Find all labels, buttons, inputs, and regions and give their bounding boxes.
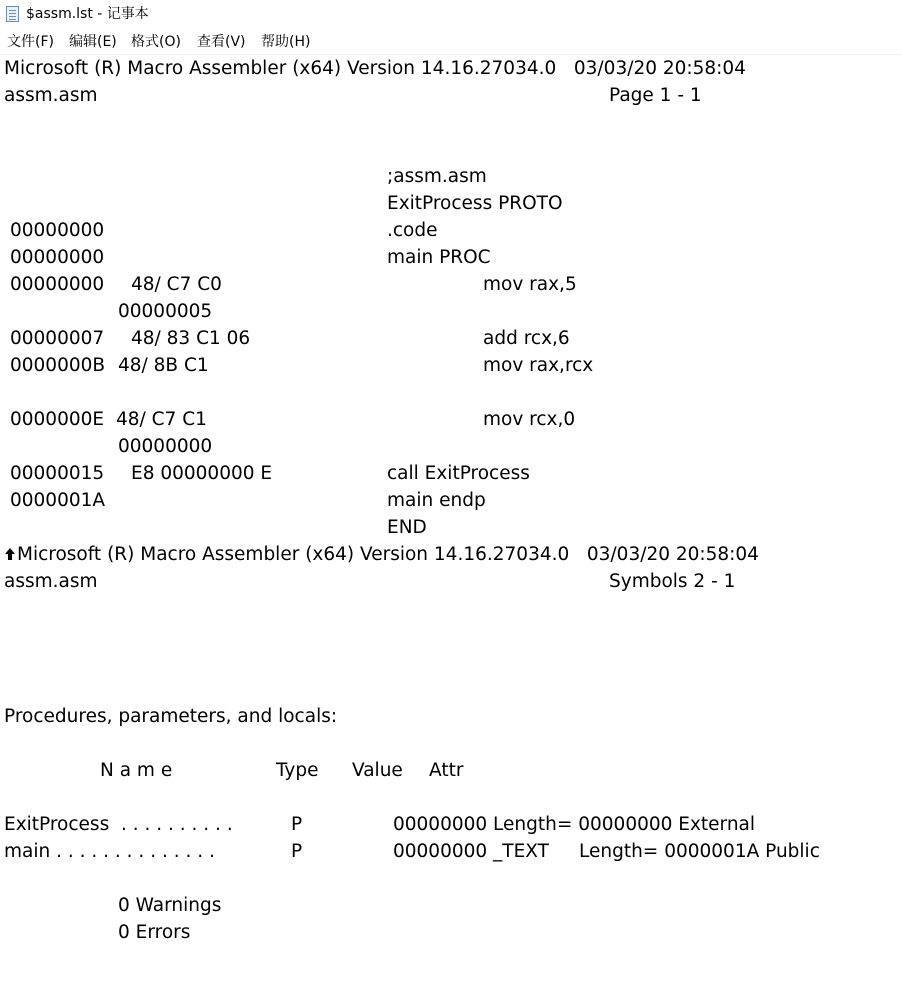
form-feed-icon <box>4 547 16 561</box>
address: 0000000B <box>10 355 106 376</box>
address: 00000000 <box>10 220 105 241</box>
symbol-value: 00000000 Length= 00000000 External <box>393 814 756 835</box>
symbol-attr: Length= 0000001A Public <box>579 841 820 862</box>
text-line <box>0 244 902 271</box>
text-line <box>0 838 902 865</box>
machine-code: 00000005 <box>118 301 213 322</box>
machine-code: 00000000 <box>118 436 213 457</box>
instruction: mov rcx,0 <box>483 409 576 430</box>
text-line <box>0 703 902 730</box>
column-header-value: Value <box>352 760 403 781</box>
notepad-icon <box>6 6 19 22</box>
title-bar <box>0 0 902 30</box>
source-line: main PROC <box>387 247 491 268</box>
address: 0000000E <box>10 409 105 430</box>
machine-code: E8 00000000 E <box>131 463 273 484</box>
source-file-name: assm.asm <box>4 571 98 592</box>
text-line <box>0 892 902 919</box>
page-number: Page 1 - 1 <box>609 85 702 106</box>
symbol-value: 00000000 _TEXT <box>393 841 549 862</box>
source-file-name: assm.asm <box>4 85 98 106</box>
text-line <box>0 298 902 325</box>
symbol-type: P <box>291 814 303 835</box>
text-line <box>0 55 902 82</box>
text-line <box>0 190 902 217</box>
machine-code: 48/ C7 C1 <box>116 409 207 430</box>
text-line <box>0 919 902 946</box>
source-line: ;assm.asm <box>387 166 487 187</box>
text-line <box>0 352 902 379</box>
menu-help[interactable]: 帮助(H) <box>261 34 311 50</box>
address: 00000000 <box>10 247 105 268</box>
text-line <box>0 82 902 109</box>
source-line: END <box>387 517 427 538</box>
instruction: mov rax,5 <box>483 274 577 295</box>
column-header-attr: Attr <box>429 760 464 781</box>
column-header-name: N a m e <box>100 760 173 781</box>
symbol-type: P <box>291 841 303 862</box>
warnings-count: 0 Warnings <box>118 895 222 916</box>
machine-code: 48/ 8B C1 <box>118 355 209 376</box>
menu-edit[interactable]: 编辑(E) <box>69 34 117 50</box>
listing-header: Microsoft (R) Macro Assembler (x64) Version 14.16.27034.0 03/03/20 20:58:04 <box>17 544 759 565</box>
errors-count: 0 Errors <box>118 922 191 943</box>
machine-code: 48/ C7 C0 <box>131 274 222 295</box>
source-line: main endp <box>387 490 486 511</box>
text-line <box>0 811 902 838</box>
listing-header: Microsoft (R) Macro Assembler (x64) Version 14.16.27034.0 03/03/20 20:58:04 <box>4 58 746 79</box>
source-line: .code <box>387 220 438 241</box>
text-editor[interactable] <box>0 55 902 972</box>
text-line <box>0 271 902 298</box>
machine-code: 48/ 83 C1 06 <box>131 328 251 349</box>
text-line <box>0 433 902 460</box>
address: 00000015 <box>10 463 105 484</box>
column-header-type: Type <box>276 760 319 781</box>
text-line <box>0 487 902 514</box>
text-line <box>0 163 902 190</box>
text-line <box>0 460 902 487</box>
source-line: ExitProcess PROTO <box>387 193 563 214</box>
instruction: add rcx,6 <box>483 328 570 349</box>
symbol-name: ExitProcess . . . . . . . . . . <box>4 814 233 835</box>
text-line <box>0 568 902 595</box>
address: 0000001A <box>10 490 106 511</box>
menu-file[interactable]: 文件(F) <box>7 34 54 50</box>
symbol-name: main . . . . . . . . . . . . . . <box>4 841 215 862</box>
menu-view[interactable]: 查看(V) <box>197 34 246 50</box>
text-line <box>0 541 902 568</box>
page-number: Symbols 2 - 1 <box>609 571 736 592</box>
instruction: call ExitProcess <box>387 463 530 484</box>
text-line <box>0 757 902 784</box>
address: 00000007 <box>10 328 105 349</box>
menu-bar <box>0 30 902 55</box>
window-title: $assm.lst - 记事本 <box>26 6 149 22</box>
text-line <box>0 406 902 433</box>
menu-format[interactable]: 格式(O) <box>131 34 181 50</box>
address: 00000000 <box>10 274 105 295</box>
instruction: mov rax,rcx <box>483 355 594 376</box>
text-line <box>0 514 902 541</box>
section-heading: Procedures, parameters, and locals: <box>4 706 338 727</box>
text-line <box>0 325 902 352</box>
text-line <box>0 217 902 244</box>
